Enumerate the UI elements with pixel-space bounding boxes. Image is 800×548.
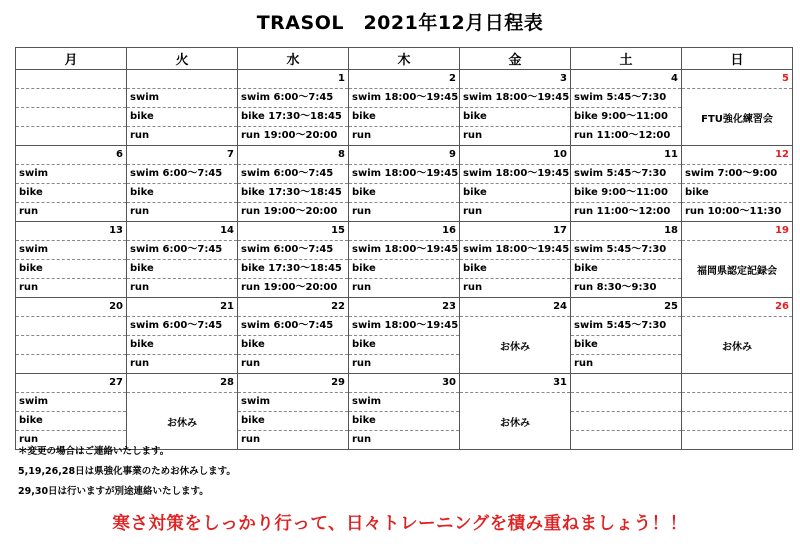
schedule-cell: bike: [127, 260, 238, 279]
schedule-calendar: [15, 47, 793, 450]
schedule-cell: run: [349, 127, 460, 146]
note-line: ＊変更の場合はご連絡いたします。: [18, 446, 170, 457]
date-number-sunday: 26: [682, 298, 793, 317]
weekday-mon: 月: [16, 48, 127, 70]
page-title: TRASOL 2021年12月日程表: [256, 12, 544, 34]
schedule-cell: swim 6:00〜7:45: [127, 317, 238, 336]
schedule-cell: run: [460, 203, 571, 222]
date-number: 10: [460, 146, 571, 165]
schedule-cell: swim 18:00〜19:45: [460, 89, 571, 108]
event-cell: FTU強化練習会: [682, 89, 793, 146]
schedule-cell: run: [349, 355, 460, 374]
schedule-cell: [16, 355, 127, 374]
schedule-cell: swim 5:45〜7:30: [571, 241, 682, 260]
note-line: 29,30日は行いますが別途連絡いたします。: [18, 486, 209, 497]
date-number: 11: [571, 146, 682, 165]
schedule-cell: [16, 108, 127, 127]
schedule-cell: run: [16, 203, 127, 222]
schedule-cell: bike: [127, 336, 238, 355]
schedule-cell: bike: [460, 260, 571, 279]
schedule-cell: bike: [238, 412, 349, 431]
date-number: 22: [238, 298, 349, 317]
week1-bike-row: [16, 108, 793, 127]
weekday-tue: 火: [127, 48, 238, 70]
schedule-cell: [16, 317, 127, 336]
date-number: 17: [460, 222, 571, 241]
date-number-sunday: 5: [682, 70, 793, 89]
schedule-cell: swim 5:45〜7:30: [571, 89, 682, 108]
week2-run-row: [16, 203, 793, 222]
notes-block: [18, 442, 236, 502]
date-number-sunday: 19: [682, 222, 793, 241]
schedule-cell: [16, 336, 127, 355]
schedule-cell: run: [16, 431, 127, 450]
schedule-cell: run: [460, 279, 571, 298]
schedule-cell: run: [238, 431, 349, 450]
schedule-cell: swim 6:00〜7:45: [127, 241, 238, 260]
weekday-sat: 土: [571, 48, 682, 70]
schedule-cell: [16, 127, 127, 146]
date-number: 28: [127, 374, 238, 393]
date-number-sunday: [682, 374, 793, 393]
date-number: 31: [460, 374, 571, 393]
date-number: [16, 70, 127, 89]
schedule-cell: bike: [127, 108, 238, 127]
schedule-cell: [571, 412, 682, 431]
schedule-cell: swim 6:00〜7:45: [238, 89, 349, 108]
schedule-cell: bike: [349, 260, 460, 279]
schedule-cell: bike 17:30〜18:45: [238, 184, 349, 203]
schedule-cell: bike 17:30〜18:45: [238, 108, 349, 127]
week4-bike-row: [16, 336, 793, 355]
date-number: 7: [127, 146, 238, 165]
schedule-cell: bike: [349, 108, 460, 127]
event-cell: お休み: [460, 317, 571, 374]
date-number: 3: [460, 70, 571, 89]
schedule-cell: bike: [682, 184, 793, 203]
date-number: 25: [571, 298, 682, 317]
date-number: 23: [349, 298, 460, 317]
week2-bike-row: [16, 184, 793, 203]
week4-swim-row: [16, 317, 793, 336]
schedule-cell: swim 6:00〜7:45: [238, 165, 349, 184]
week2-date-row: [16, 146, 793, 165]
schedule-cell: bike: [16, 184, 127, 203]
schedule-cell: bike: [571, 336, 682, 355]
schedule-cell: [682, 393, 793, 412]
schedule-cell: run: [127, 127, 238, 146]
schedule-cell: [571, 431, 682, 450]
schedule-cell: swim 18:00〜19:45: [460, 241, 571, 260]
week1-run-row: [16, 127, 793, 146]
schedule-cell: swim: [349, 393, 460, 412]
date-number: 15: [238, 222, 349, 241]
date-number: 4: [571, 70, 682, 89]
date-number: [571, 374, 682, 393]
schedule-cell: swim: [238, 393, 349, 412]
week3-bike-row: [16, 260, 793, 279]
schedule-cell: run: [127, 355, 238, 374]
schedule-cell: [571, 393, 682, 412]
schedule-cell: swim 18:00〜19:45: [349, 89, 460, 108]
date-number: 8: [238, 146, 349, 165]
event-cell: お休み: [460, 393, 571, 450]
schedule-cell: bike: [16, 260, 127, 279]
week1-date-row: [16, 70, 793, 89]
schedule-cell: swim 18:00〜19:45: [460, 165, 571, 184]
schedule-cell: run: [460, 127, 571, 146]
schedule-cell: swim: [16, 241, 127, 260]
weekday-thu: 木: [349, 48, 460, 70]
schedule-cell: bike: [127, 184, 238, 203]
week3-date-row: [16, 222, 793, 241]
schedule-cell: swim: [16, 393, 127, 412]
date-number: 2: [349, 70, 460, 89]
schedule-cell: run: [127, 279, 238, 298]
week2-swim-row: [16, 165, 793, 184]
date-number: 24: [460, 298, 571, 317]
date-number-sunday: 12: [682, 146, 793, 165]
date-number: 16: [349, 222, 460, 241]
schedule-cell: run: [349, 203, 460, 222]
schedule-cell: swim 6:00〜7:45: [238, 317, 349, 336]
schedule-cell: bike: [460, 184, 571, 203]
date-number: 21: [127, 298, 238, 317]
date-number: 27: [16, 374, 127, 393]
date-number: 14: [127, 222, 238, 241]
weekday-sun: 日: [682, 48, 793, 70]
schedule-cell: run: [238, 355, 349, 374]
schedule-cell: run: [16, 279, 127, 298]
slogan: 寒さ対策をしっかり行って、日々トレーニングを積み重ねましょう！！: [112, 514, 688, 534]
schedule-cell: run 19:00〜20:00: [238, 279, 349, 298]
week5-swim-row: [16, 393, 793, 412]
note-line: 5,19,26,28日は県強化事業のためお休みします。: [18, 466, 236, 477]
schedule-cell: [682, 431, 793, 450]
date-number: 29: [238, 374, 349, 393]
date-number: 18: [571, 222, 682, 241]
date-number: 30: [349, 374, 460, 393]
date-number: 20: [16, 298, 127, 317]
schedule-cell: bike: [16, 412, 127, 431]
week4-date-row: [16, 298, 793, 317]
date-number: [127, 70, 238, 89]
schedule-cell: bike 9:00〜11:00: [571, 184, 682, 203]
schedule-cell: run 11:00〜12:00: [571, 127, 682, 146]
schedule-cell: bike: [571, 260, 682, 279]
schedule-cell: run 8:30〜9:30: [571, 279, 682, 298]
schedule-cell: run: [349, 279, 460, 298]
schedule-cell: bike: [349, 336, 460, 355]
event-cell: お休み: [127, 393, 238, 450]
week1-swim-row: [16, 89, 793, 108]
schedule-cell: swim 18:00〜19:45: [349, 241, 460, 260]
schedule-cell: swim: [16, 165, 127, 184]
week3-run-row: [16, 279, 793, 298]
schedule-cell: run 10:00〜11:30: [682, 203, 793, 222]
schedule-cell: bike: [349, 184, 460, 203]
schedule-cell: swim 5:45〜7:30: [571, 165, 682, 184]
schedule-cell: bike 17:30〜18:45: [238, 260, 349, 279]
event-cell: お休み: [682, 317, 793, 374]
weekday-header-row: [16, 48, 793, 70]
date-number: 1: [238, 70, 349, 89]
schedule-cell: run 19:00〜20:00: [238, 127, 349, 146]
weekday-wed: 水: [238, 48, 349, 70]
schedule-cell: bike: [349, 412, 460, 431]
schedule-cell: bike: [238, 336, 349, 355]
schedule-cell: swim 18:00〜19:45: [349, 165, 460, 184]
date-number: 9: [349, 146, 460, 165]
schedule-cell: run 19:00〜20:00: [238, 203, 349, 222]
schedule-cell: run 11:00〜12:00: [571, 203, 682, 222]
week3-swim-row: [16, 241, 793, 260]
event-cell: 福岡県認定記録会: [682, 241, 793, 298]
schedule-cell: run: [571, 355, 682, 374]
week5-date-row: [16, 374, 793, 393]
schedule-cell: swim 5:45〜7:30: [571, 317, 682, 336]
schedule-cell: swim 6:00〜7:45: [127, 165, 238, 184]
schedule-cell: swim 18:00〜19:45: [349, 317, 460, 336]
weekday-fri: 金: [460, 48, 571, 70]
schedule-cell: swim 6:00〜7:45: [238, 241, 349, 260]
schedule-cell: bike: [460, 108, 571, 127]
date-number: 13: [16, 222, 127, 241]
schedule-cell: run: [127, 203, 238, 222]
week4-run-row: [16, 355, 793, 374]
schedule-cell: bike 9:00〜11:00: [571, 108, 682, 127]
schedule-cell: swim 7:00〜9:00: [682, 165, 793, 184]
schedule-cell: [682, 412, 793, 431]
schedule-cell: [16, 89, 127, 108]
date-number: 6: [16, 146, 127, 165]
schedule-cell: swim: [127, 89, 238, 108]
schedule-cell: run: [349, 431, 460, 450]
